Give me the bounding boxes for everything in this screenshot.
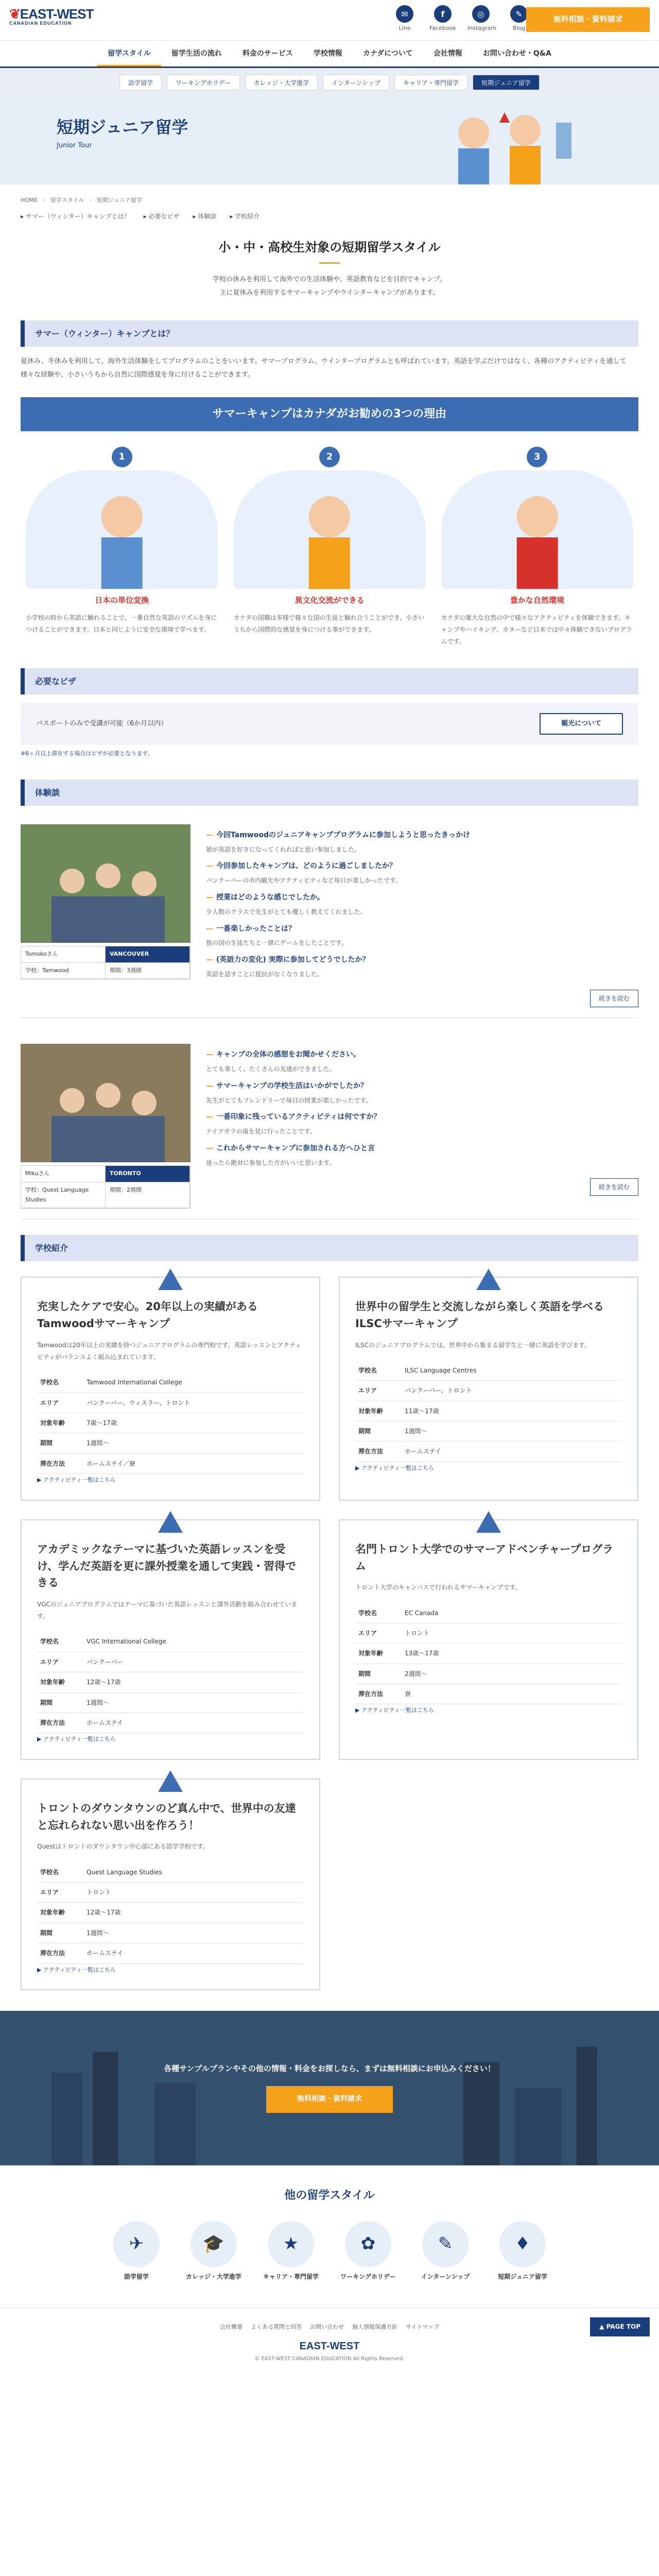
tent-badge-icon <box>476 1268 501 1290</box>
breadcrumb-item[interactable]: 留学スタイル <box>50 196 84 204</box>
qa-answer: ナイアガラの滝を見に行ったことです。 <box>206 1128 316 1136</box>
other-style-icon: 🎓 <box>190 2221 237 2267</box>
school-headline: トロントのダウンタウンのど真ん中で、世界中の友達と忘れられない思い出を作ろう！ <box>37 1802 296 1832</box>
school-row <box>37 1393 304 1413</box>
school-activity-link[interactable]: ▶ アクティビティ一覧はこちら <box>37 1966 116 1973</box>
facebook-icon: f <box>434 5 452 23</box>
other-style-label: ワーキングホリデー <box>340 2273 396 2280</box>
breadcrumb <box>21 190 638 211</box>
school-row <box>37 1903 304 1923</box>
footer-link[interactable]: サイトマップ <box>406 2324 439 2331</box>
school-row-label: 対象年齢 <box>37 1413 83 1433</box>
school-activity-link[interactable]: ▶ アクティビティ一覧はこちら <box>355 1707 434 1714</box>
school-row-value: Tamwood International College <box>83 1372 304 1393</box>
global-nav <box>0 40 659 68</box>
footer-cta-text: 各種サンプルプランやその他の情報・料金をお探しなら、まずは無料相談にお申込みください！ <box>164 2064 495 2074</box>
school-row-label: エリア <box>355 1623 402 1643</box>
school-row-value: ホームステイ <box>83 1713 304 1733</box>
qa-question: — 一番楽しかったことは？ <box>206 923 638 936</box>
footer-logo[interactable]: EAST-WEST <box>299 2340 360 2352</box>
school-row-label: 学校名 <box>37 1632 83 1652</box>
qa-question: — これからサマーキャンプに参加される方へひと言 <box>206 1143 638 1155</box>
visa-button[interactable]: 観光について <box>540 713 623 735</box>
social-links <box>391 5 532 33</box>
school-table <box>355 1603 622 1705</box>
footer-link[interactable]: 個人情報保護方針 <box>352 2324 398 2331</box>
school-description: ILSCのジュニアプログラムでは、世界中から集まる留学生と一緒に英語を学びます。 <box>355 1341 591 1349</box>
reason-card <box>233 447 425 648</box>
school-table <box>37 1632 304 1733</box>
footer-cta-content <box>0 2011 659 2112</box>
reason-card <box>26 447 218 648</box>
experience-qa <box>206 824 638 1007</box>
school-headline: 名門トロント大学でのサマーアドベンチャープログラム <box>355 1543 614 1572</box>
other-style-icon: ✿ <box>345 2221 391 2267</box>
gnav-item[interactable]: お問い合わせ・Q&A <box>482 49 551 58</box>
camp-description: 夏休み、冬休みを利用して、海外生活体験をしてプログラムのことをいいます。サマープログラム、ウインタープログラムとも呼ばれています。英語を学ぶだけではなく、各種のアクティビティを通して様々な経験や、小さいうちから自然に国際感覚を身に付けることができます。 <box>21 358 627 379</box>
other-styles-title: 他の留学スタイル <box>284 2189 375 2202</box>
social-label: Blog <box>512 25 526 31</box>
copyright: © EAST-WEST CANADIAN EDUCATION All Rights Reserved. <box>254 2355 405 2362</box>
school-table <box>37 1372 304 1474</box>
other-style-label: 語学留学 <box>124 2273 149 2280</box>
other-style-label: カレッジ・大学進学 <box>186 2273 241 2280</box>
logo-text: EAST-WEST <box>20 6 94 22</box>
qa-answer: 先生がとてもフレンドリーで毎日の授業が楽しかったです。 <box>206 1096 372 1104</box>
experience-city: VANCOUVER <box>106 946 190 963</box>
reason-number: 1 <box>112 447 132 467</box>
experience-period: 期間：3週間 <box>106 963 190 979</box>
experience-left <box>21 1044 190 1209</box>
tent-badge-icon <box>476 1511 501 1533</box>
anchor-link[interactable]: ▸ 体験談 <box>193 211 217 222</box>
other-style-icon: ✈ <box>113 2221 160 2267</box>
reason-text: カナダの雄大な自然の中で様々なアクティビティを体験できます。キャンプやハイキング、カヌーなど日本では中々体験できないプログラムです。 <box>441 614 632 645</box>
breadcrumb-separator: › <box>43 196 45 204</box>
reason-illustration <box>26 470 218 589</box>
reasons-title: サマーキャンプはカナダがお勧めの3つの理由 <box>21 397 638 431</box>
maple-leaf-icon: ❦ <box>9 6 20 22</box>
header <box>0 0 659 40</box>
school-row-label: 滞在方法 <box>37 1713 83 1733</box>
reasons-list <box>21 447 638 648</box>
school-row <box>355 1684 622 1704</box>
school-row <box>37 1632 304 1652</box>
visa-item: パスポートのみで受講が可能（6か月以内） <box>36 719 168 727</box>
school-row <box>37 1413 304 1433</box>
social-label: Facebook <box>429 25 456 31</box>
school-row-value: 1週間～ <box>402 1421 622 1442</box>
subnav-item[interactable]: インターンシップ <box>323 75 389 90</box>
tent-badge-icon <box>158 1268 183 1290</box>
breadcrumb-item[interactable]: HOME <box>21 196 38 204</box>
page-title: 短期ジュニア留学 <box>57 117 188 137</box>
hero-title <box>57 117 188 151</box>
school-row-label: 対象年齢 <box>355 1401 402 1421</box>
gnav-item[interactable]: 留学スタイル <box>97 41 161 66</box>
anchor-link[interactable]: ▸ 必要なビザ <box>144 211 180 222</box>
footer <box>0 2308 659 2369</box>
logo[interactable] <box>9 7 107 26</box>
school-row-label: 期間 <box>355 1421 402 1442</box>
sub-nav <box>0 68 659 97</box>
school-description: Tamwoodは20年以上の実績を持つジュニアプログラムの専門校です。英語レッスンとアクティビティがバランスよく組み込まれています。 <box>37 1341 302 1361</box>
school-row-value: VGC International College <box>83 1632 304 1652</box>
school-row-value: ILSC Language Centres <box>402 1361 622 1381</box>
school-row <box>355 1442 622 1462</box>
school-list <box>21 1277 638 1990</box>
other-style-label: 短期ジュニア留学 <box>498 2273 547 2280</box>
school-row-value: ホームステイ／寮 <box>83 1453 304 1473</box>
experience-info <box>21 946 190 979</box>
school-row <box>37 1433 304 1453</box>
school-row <box>355 1381 622 1401</box>
gnav-item[interactable]: 留学生活の流れ <box>171 49 222 58</box>
header-cta-button[interactable] <box>526 7 650 32</box>
school-row-label: 学校名 <box>355 1361 402 1381</box>
school-row-value: バンクーバー、ウィスラー、トロント <box>83 1393 304 1413</box>
page-subtitle: Junior Tour <box>57 142 92 150</box>
other-style-item[interactable] <box>417 2221 474 2282</box>
school-activity-link[interactable]: ▶ アクティビティ一覧はこちら <box>37 1736 116 1743</box>
school-row <box>37 1372 304 1393</box>
other-style-item[interactable] <box>494 2221 551 2282</box>
school-headline: 充実したケアで安心。20年以上の実績がある Tamwoodサマーキャンプ <box>37 1300 258 1330</box>
school-card <box>21 1778 320 1990</box>
qa-answer: 他の国の生徒たちと一緒にゲームをしたことです。 <box>206 939 348 947</box>
social-link[interactable] <box>391 5 418 33</box>
reason-text: カナダの国籍は多様で様々な国の生徒と触れ合うことができ、小さいうちから国際的な感覚を身につける事ができます。 <box>233 614 425 634</box>
school-table <box>355 1361 622 1462</box>
qa-question: — 今回Tamwoodのジュニアキャンププログラムに参加しようと思ったきっかけ <box>206 829 638 842</box>
school-description: Questはトロントのダウンタウン中心部にある語学学校です。 <box>37 1843 209 1851</box>
subnav-item[interactable]: ワーキングホリデー <box>167 75 239 90</box>
school-row <box>37 1883 304 1903</box>
school-description: VGCのジュニアプログラムではテーマに基づいた英語レッスンと課外活動を組み合わせています。 <box>37 1600 298 1620</box>
footer-cta-button[interactable]: 無料相談・資料請求 <box>266 2086 393 2113</box>
gnav-item[interactable]: カナダについて <box>362 49 413 58</box>
qa-question: — 一番印象に残っているアクティビティは何ですか？ <box>206 1111 638 1124</box>
other-style-icon: ★ <box>268 2221 314 2267</box>
school-row <box>355 1603 622 1623</box>
experience-list <box>21 814 638 1219</box>
anchor-link[interactable]: ▸ 学校紹介 <box>230 211 259 222</box>
chat-icon: ✉ <box>396 5 413 23</box>
reason-caption: 異文化交流ができる <box>294 595 365 605</box>
other-styles-list <box>0 2221 659 2282</box>
experience-school: 学校：Quest Language Studies <box>21 1182 106 1208</box>
experience-photo <box>21 824 190 943</box>
subnav-item[interactable]: 短期ジュニア留学 <box>473 75 540 90</box>
school-row-value: EC Canada <box>402 1603 622 1623</box>
breadcrumb-separator: › <box>89 196 92 204</box>
blog-icon: ✎ <box>510 5 528 23</box>
school-row-value: トロント <box>402 1623 622 1643</box>
other-style-item[interactable] <box>108 2221 165 2282</box>
reason-illustration <box>441 470 633 589</box>
school-row-value: 2週間～ <box>402 1664 622 1684</box>
other-style-item[interactable] <box>263 2221 319 2282</box>
qa-question: — キャンプの全体の感想をお聞かせください。 <box>206 1049 638 1061</box>
school-row-label: 学校名 <box>355 1603 402 1623</box>
qa-answer: 娘が英語を好きになってくれればと思い参加しました。 <box>206 845 361 853</box>
other-style-item[interactable] <box>185 2221 242 2282</box>
anchor-links <box>21 211 638 222</box>
school-card <box>21 1277 320 1501</box>
experience-name: Tomokoさん <box>21 946 106 963</box>
reason-illustration <box>233 470 425 589</box>
reason-card <box>441 447 633 648</box>
social-label: Instagram <box>467 25 496 31</box>
gnav-item[interactable]: 学校情報 <box>313 49 342 58</box>
school-row-label: エリア <box>37 1652 83 1672</box>
school-card <box>21 1519 320 1760</box>
other-style-label: キャリア・専門留学 <box>263 2273 319 2280</box>
school-activity-link[interactable]: ▶ アクティビティ一覧はこちら <box>355 1464 434 1471</box>
reason-caption: 日本の単位変換 <box>95 595 149 605</box>
school-row-value: 1週間～ <box>83 1692 304 1713</box>
school-row <box>355 1623 622 1643</box>
gnav-item[interactable]: 会社情報 <box>433 49 462 58</box>
header-cta-label: 無料相談・資料請求 <box>553 14 623 24</box>
school-row-label: 滞在方法 <box>355 1684 402 1704</box>
footer-links <box>0 2308 659 2332</box>
school-row <box>37 1862 304 1883</box>
reason-caption: 豊かな自然環境 <box>510 595 564 605</box>
experience-photo <box>21 1044 190 1162</box>
other-style-label: インターンシップ <box>421 2273 470 2280</box>
other-style-icon: ✎ <box>422 2221 469 2267</box>
qa-question: — 授業はどのような感じでしたか。 <box>206 892 638 904</box>
experience-name: Mikuさん <box>21 1166 106 1182</box>
instagram-icon: ◎ <box>472 5 490 23</box>
anchor-link[interactable]: ▸ サマー（ウィンター）キャンプとは？ <box>21 211 130 222</box>
school-row <box>355 1401 622 1421</box>
social-link[interactable] <box>429 5 456 33</box>
school-row-value: バンクーバー、トロント <box>402 1381 622 1401</box>
qa-answer: とても楽しく、たくさんの友達ができました。 <box>206 1065 336 1073</box>
footer-link[interactable]: よくある質問と回答 <box>251 2324 302 2331</box>
school-row-value: 1週間～ <box>83 1923 304 1943</box>
school-row <box>37 1652 304 1672</box>
school-row-label: 期間 <box>37 1692 83 1713</box>
school-row-label: エリア <box>355 1381 402 1401</box>
reason-number: 3 <box>527 447 547 467</box>
other-style-icon: ♦ <box>499 2221 546 2267</box>
experience-school: 学校：Tamwood <box>21 963 106 979</box>
social-link[interactable] <box>467 5 494 33</box>
read-more-button[interactable]: 続きを読む <box>590 1178 638 1196</box>
qa-answer: 少人数のクラスで先生がとても優しく教えてくれました。 <box>206 908 367 916</box>
school-row-value: ホームステイ <box>402 1442 622 1462</box>
experience-qa <box>206 1044 638 1209</box>
subnav-item[interactable]: カレッジ・大学進学 <box>245 75 318 90</box>
reason-number: 2 <box>319 447 340 467</box>
subnav-item[interactable]: キャリア・専門留学 <box>394 75 467 90</box>
school-headline: 世界中の留学生と交流しながら楽しく英語を学べるILSCサマーキャンプ <box>355 1300 604 1330</box>
experience-info <box>21 1165 190 1209</box>
experience-card <box>21 814 638 1018</box>
qa-question: — (英語力の変化) 実際に参加してどうでしたか？ <box>206 954 638 967</box>
social-label: Line <box>398 25 411 31</box>
section-heading-experience: 体験談 <box>21 779 638 806</box>
other-style-item[interactable] <box>340 2221 396 2282</box>
experience-card <box>21 1033 638 1219</box>
school-row-label: 学校名 <box>37 1372 83 1393</box>
qa-answer: 英語を話すことに抵抗がなくなりました。 <box>206 970 324 978</box>
school-activity-link[interactable]: ▶ アクティビティ一覧はこちら <box>37 1477 116 1484</box>
school-row-value: トロント <box>83 1883 304 1903</box>
school-row-label: 期間 <box>37 1923 83 1943</box>
section-heading-camp: サマー（ウィンター）キャンプとは？ <box>21 320 638 347</box>
qa-answer: 迷ったら絶対に参加した方がいいと思います。 <box>206 1159 336 1166</box>
school-row <box>37 1943 304 1963</box>
school-row <box>355 1643 622 1664</box>
visa-box <box>21 703 638 745</box>
school-row-value: 11歳～17歳 <box>402 1401 622 1421</box>
school-row-value: 寮 <box>402 1684 622 1704</box>
school-row-label: エリア <box>37 1393 83 1413</box>
accent-line <box>319 262 340 264</box>
school-row <box>37 1672 304 1692</box>
school-row-value: 1週間～ <box>83 1433 304 1453</box>
experience-city: TORONTO <box>106 1166 190 1182</box>
school-row <box>37 1923 304 1943</box>
breadcrumb-item: 短期ジュニア留学 <box>96 196 142 204</box>
school-row <box>37 1692 304 1713</box>
footer-cta <box>0 2011 659 2165</box>
intro-text-1: 学校の休みを利用して海外での生活体験や、英語教育などを目的でキャンプ。 <box>213 276 446 284</box>
school-row-label: エリア <box>37 1883 83 1903</box>
section-heading-schools: 学校紹介 <box>21 1235 638 1261</box>
hero-illustration <box>427 102 582 184</box>
section-heading-visa: 必要なビザ <box>21 668 638 694</box>
school-row-label: 滞在方法 <box>37 1453 83 1473</box>
tent-badge-icon <box>158 1511 183 1533</box>
school-card <box>339 1277 638 1501</box>
school-row-value: 7歳～17歳 <box>83 1413 304 1433</box>
logo-main-text <box>9 7 107 21</box>
school-row-value: バンクーバー <box>83 1652 304 1672</box>
school-table <box>37 1862 304 1964</box>
intro-title: 小・中・高校生対象の短期留学スタイル <box>218 240 441 255</box>
school-row-label: 対象年齢 <box>37 1903 83 1923</box>
visa-note: ※6ヶ月以上滞在する場合はビザが必要となります。 <box>21 750 153 757</box>
intro-text <box>21 273 638 300</box>
qa-question: — 今回参加したキャンプは、どのように過ごしましたか？ <box>206 860 638 873</box>
hero <box>0 97 659 184</box>
school-row <box>355 1361 622 1381</box>
subnav-item[interactable]: 語学留学 <box>119 75 162 90</box>
school-row-label: 期間 <box>355 1664 402 1684</box>
school-row-label: 滞在方法 <box>37 1943 83 1963</box>
school-row-value: Quest Language Studies <box>83 1862 304 1883</box>
school-row-label: 学校名 <box>37 1862 83 1883</box>
read-more-button[interactable]: 続きを読む <box>590 990 638 1007</box>
school-row-value: 12歳～17歳 <box>83 1903 304 1923</box>
qa-question: — サマーキャンプの学校生活はいかがでしたか？ <box>206 1080 638 1093</box>
school-row <box>355 1421 622 1442</box>
footer-link[interactable]: お問い合わせ <box>310 2324 344 2331</box>
school-row <box>37 1453 304 1473</box>
experience-left <box>21 824 190 1007</box>
school-row-label: 対象年齢 <box>355 1643 402 1664</box>
tent-badge-icon <box>158 1770 183 1792</box>
reason-text: 小学校の時から英語に触れることで、一番自然な英語のリズムを身につけることができます。日本と同じように安全な環境で学べます。 <box>26 614 217 634</box>
school-row <box>355 1664 622 1684</box>
school-row-label: 期間 <box>37 1433 83 1453</box>
school-row-label: 対象年齢 <box>37 1672 83 1692</box>
gnav-item[interactable]: 料金のサービス <box>242 49 293 58</box>
school-row <box>37 1713 304 1733</box>
school-row-value: ホームステイ <box>83 1943 304 1963</box>
intro-text-2: 主に夏休みを利用するサマーキャンプやウインターキャンプがあります。 <box>219 289 440 297</box>
school-row-value: 12歳～17歳 <box>83 1672 304 1692</box>
school-row-label: 滞在方法 <box>355 1442 402 1462</box>
experience-period: 期間：2週間 <box>106 1182 190 1208</box>
footer-link[interactable]: 会社概要 <box>220 2324 243 2331</box>
qa-answer: バンクーバーの市内観光やアクティビティなど毎日が楽しかったです。 <box>206 877 402 885</box>
school-card <box>339 1519 638 1760</box>
school-headline: アカデミックなテーマに基づいた英語レッスンを受け、学んだ英語を更に課外授業を通して実践・習得できる <box>37 1543 297 1589</box>
logo-sub-text: CANADIAN EDUCATION <box>9 21 72 26</box>
school-description: トロント大学のキャンパスで行われるサマーキャンプです。 <box>355 1584 522 1591</box>
page-top-button[interactable]: ▲ PAGE TOP <box>590 2317 650 2336</box>
school-row-value: 13歳～17歳 <box>402 1643 622 1664</box>
